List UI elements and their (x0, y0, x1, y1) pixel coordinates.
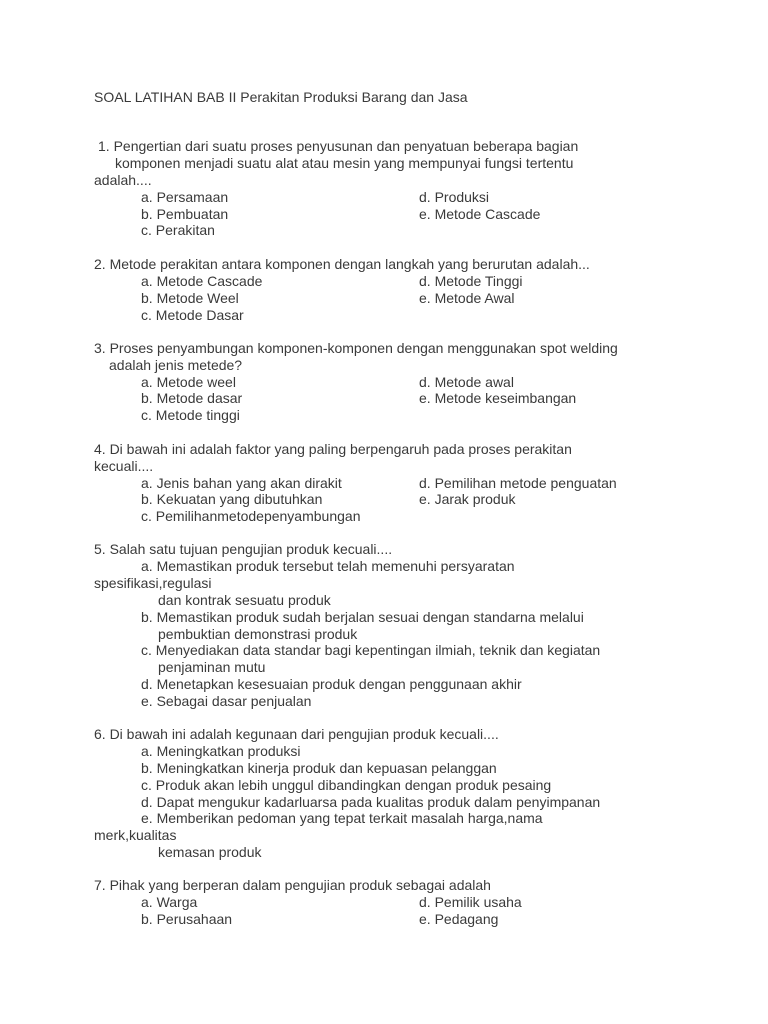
question-1-option-b: b. Pembuatan (141, 206, 229, 222)
question-1-line-1: 1. Pengertian dari suatu proses penyusunan dan penyatuan beberapa bagian (98, 138, 579, 154)
question-5-option-b: b. Memastikan produk sudah berjalan sesuai dengan standarna melalui (141, 609, 584, 625)
question-5-option-a: a. Memastikan produk tersebut telah memenuhi persyaratan (141, 558, 515, 574)
question-5-option-d: d. Menetapkan kesesuaian produk dengan penggunaan akhir (141, 676, 522, 692)
question-5-line-1: 5. Salah satu tujuan pengujian produk kecuali.... (94, 541, 393, 557)
question-3-option-b: b. Metode dasar (141, 390, 243, 406)
question-1-line-2: komponen menjadi suatu alat atau mesin yang mempunyai fungsi tertentu (115, 155, 574, 171)
question-5-option-b-cont: pembuktian demonstrasi produk (158, 626, 358, 642)
question-4-option-c: c. Pemilihanmetodepenyambungan (141, 508, 361, 524)
question-6-option-a: a. Meningkatkan produksi (141, 743, 301, 759)
question-2-option-e: e. Metode Awal (419, 290, 515, 306)
question-3-line-1: 3. Proses penyambungan komponen-komponen dengan menggunakan spot welding (94, 340, 618, 356)
question-6-option-e-cont-1: merk,kualitas (94, 827, 177, 843)
question-4-option-b: b. Kekuatan yang dibutuhkan (141, 491, 323, 507)
question-5-option-c: c. Menyediakan data standar bagi kepentingan ilmiah, teknik dan kegiatan (141, 642, 601, 658)
question-1-option-a: a. Persamaan (141, 189, 229, 205)
question-3-option-e: e. Metode keseimbangan (419, 390, 577, 406)
question-2-option-b: b. Metode Weel (141, 290, 239, 306)
question-6-option-c: c. Produk akan lebih unggul dibandingkan dengan produk pesaing (141, 777, 552, 793)
question-2-option-d: d. Metode Tinggi (419, 273, 523, 289)
question-7-option-a: a. Warga (141, 894, 198, 910)
question-6-option-e: e. Memberikan pedoman yang tepat terkait masalah harga,nama (141, 810, 543, 826)
question-1-option-e: e. Metode Cascade (419, 206, 541, 222)
question-7-option-e: e. Pedagang (419, 911, 499, 927)
question-4-option-e: e. Jarak produk (419, 491, 516, 507)
question-7-line-1: 7. Pihak yang berperan dalam pengujian produk sebagai adalah (94, 877, 491, 893)
question-4-option-a: a. Jenis bahan yang akan dirakit (141, 475, 342, 491)
question-5-option-e: e. Sebagai dasar penjualan (141, 693, 312, 709)
question-7-option-b: b. Perusahaan (141, 911, 233, 927)
question-4-line-1: 4. Di bawah ini adalah faktor yang paling berpengaruh pada proses perakitan (94, 441, 572, 457)
question-1-option-d: d. Produksi (419, 189, 490, 205)
question-7-option-d: d. Pemilik usaha (419, 894, 522, 910)
question-3-option-d: d. Metode awal (419, 374, 514, 390)
question-3-line-2: adalah jenis metede? (109, 357, 243, 373)
question-6-option-b: b. Meningkatkan kinerja produk dan kepuasan pelanggan (141, 760, 497, 776)
question-4-option-d: d. Pemilihan metode penguatan (419, 475, 617, 491)
question-1-option-c: c. Perakitan (141, 222, 215, 238)
question-2-option-c: c. Metode Dasar (141, 307, 244, 323)
question-2-option-a: a. Metode Cascade (141, 273, 263, 289)
question-5-option-a-cont-1: spesifikasi,regulasi (94, 575, 212, 591)
question-6-line-1: 6. Di bawah ini adalah kegunaan dari pengujian produk kecuali.... (94, 726, 499, 742)
question-4-line-2: kecuali.... (94, 458, 154, 474)
question-6-option-d: d. Dapat mengukur kadarluarsa pada kualitas produk dalam penyimpanan (141, 794, 601, 810)
question-5-option-c-cont: penjaminan mutu (158, 659, 266, 675)
question-3-option-a: a. Metode weel (141, 374, 236, 390)
question-1-line-3: adalah.... (94, 172, 152, 188)
question-3-option-c: c. Metode tinggi (141, 407, 240, 423)
page-title: SOAL LATIHAN BAB II Perakitan Produksi Barang dan Jasa (94, 89, 468, 105)
question-6-option-e-cont-2: kemasan produk (158, 844, 262, 860)
question-5-option-a-cont-2: dan kontrak sesuatu produk (158, 592, 331, 608)
question-2-line-1: 2. Metode perakitan antara komponen dengan langkah yang berurutan adalah... (94, 256, 590, 272)
